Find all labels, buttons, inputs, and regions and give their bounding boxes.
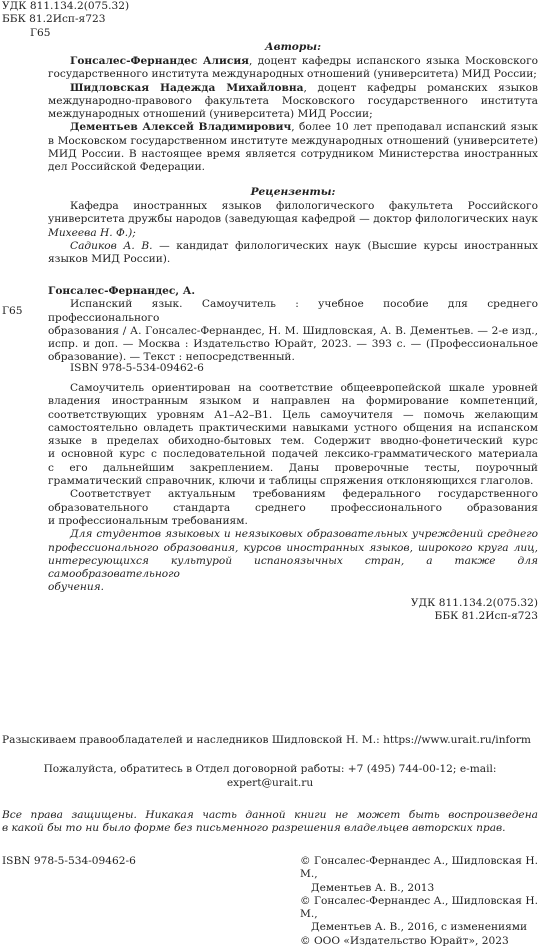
abstract-p1-line-2: владения иностранным языком и направлен на формирование компетенций, <box>48 395 538 408</box>
author-1-line-1: Гонсалес-Фернандес Алисия, доцент кафедры испанского языка Московского <box>70 55 538 67</box>
header-code: Г65 <box>30 27 51 39</box>
biblio-line-4: образование). — Текст : непосредственный. <box>48 351 295 364</box>
abstract-p1-line-6: и основной курс с последовательной подачей лексико-грамматического материала <box>48 448 538 461</box>
reviewers-heading: Рецензенты: <box>250 186 336 198</box>
author-2-line-1: Шидловская Надежда Михайловна, доцент кафедры романских языков <box>70 81 538 94</box>
author-1-line-2: государственного института международных отношений (университета) МИД России; <box>48 68 537 81</box>
reviewer-1-line-2: университета дружбы народов (заведующая кафедрой — доктор филологических наук <box>48 213 538 226</box>
author-1-name: Гонсалес-Фернандес Алисия <box>70 55 250 67</box>
author-3-line-1: Дементьев Алексей Владимирович, более 10 лет преподавал испанский язык <box>70 121 538 134</box>
reviewers-block <box>48 200 538 266</box>
reviewer-2-line-1: Садиков А. В. — кандидат филологических наук (Высшие курсы иностранных <box>70 239 539 252</box>
author-2-line-3: международных отношений (университета) МИД России; <box>48 108 373 121</box>
abstract-p3-line-2: профессионального образования, курсов иностранных языков, широкого круга лиц, <box>48 541 538 554</box>
abstract-udk: УДК 811.134.2(075.32) <box>410 597 538 609</box>
biblio-isbn: ISBN 978-5-534-09462-6 <box>70 362 204 374</box>
contact-line-2: expert@urait.ru <box>226 777 314 789</box>
abstract-block <box>48 382 538 595</box>
author-3-line-2: в Московском государственном институте международных отношений (университете) <box>48 134 538 147</box>
copyright-line-4: Дементьев А. В., 2016, с изменениями <box>311 921 528 934</box>
authors-heading: Авторы: <box>265 41 321 53</box>
abstract-p3-line-3: интересующихся культурой испаноязычных стран, а также для самообразовательного <box>48 554 538 581</box>
author-3-line-4: дел Российской Федерации. <box>48 161 205 174</box>
abstract-p2-line-1: Соответствует актуальным требованиям федерального государственного <box>70 488 538 501</box>
copyright-line-1: © Гонсалес-Фернандес А., Шидловская Н. М., <box>300 855 538 881</box>
footer-isbn: ISBN 978-5-534-09462-6 <box>2 855 136 867</box>
header-udk: УДК 811.134.2(075.32) <box>2 0 130 12</box>
rights-notice <box>2 809 538 836</box>
rights-notice-line-1: Все права защищены. Никакая часть данной книги не может быть воспроизведена <box>2 809 538 821</box>
author-2-line-2: международно-правового факультета Московского государственного института <box>48 94 538 107</box>
abstract-p1-line-3: соответствующих уровням А1–А2–В1. Цель самоучителя — помочь желающим <box>48 408 538 421</box>
copyright-line-3: © Гонсалес-Фернандес А., Шидловская Н. М., <box>300 894 538 921</box>
biblio-line-1: Испанский язык. Самоучитель : учебное пособие для среднего профессионального <box>48 298 538 324</box>
biblio-margin-code: Г65 <box>2 305 23 317</box>
abstract-bbk: ББК 81.2Исп-я723 <box>434 610 538 622</box>
abstract-p3-line-1: Для студентов языковых и неязыковых образовательных учреждений среднего <box>70 528 538 541</box>
abstract-p2-line-2: образовательного стандарта среднего профессионального образования <box>48 501 538 514</box>
reviewer-1-line-1: Кафедра иностранных языков филологического факультета Российского <box>70 200 538 212</box>
authors-block <box>48 55 538 175</box>
abstract-p1-line-7: с его дальнейшим закреплением. Даны проверочные тесты, поурочный <box>48 461 538 474</box>
copyright-block <box>300 855 538 948</box>
author-3-name: Дементьев Алексей Владимирович <box>70 121 292 134</box>
abstract-p3-line-4: обучения. <box>48 581 105 594</box>
rights-notice-line-2: в какой бы то ни было форме без письменного разрешения владельцев авторских прав. <box>2 822 506 835</box>
reviewer-2-line-2: языков МИД России). <box>48 253 171 266</box>
author-3-line-3: МИД России. В настоящее время является сотрудником Министерства иностранных <box>48 148 538 161</box>
abstract-p1-line-8: грамматический справочник, ключи и таблицы спряжения отклоняющихся глаголов. <box>48 475 534 488</box>
biblio-author: Гонсалес-Фернандес, А. <box>48 285 196 297</box>
biblio-line-3: испр. и доп. — Москва : Издательство Юрайт, 2023. — 393 с. — (Профессиональное <box>48 338 538 351</box>
copyright-line-5: © ООО «Издательство Юрайт», 2023 <box>300 934 509 947</box>
reviewer-1-line-3: Михеева Н. Ф.); <box>48 226 136 239</box>
rights-holders-search: Разыскиваем правообладателей и наследников Шидловской Н. М.: https://www.urait.ru/inform <box>2 734 531 746</box>
abstract-p1-line-1: Самоучитель ориентирован на соответствие общеевропейской шкале уровней <box>70 382 538 394</box>
contact-line-1: Пожалуйста, обратитесь в Отдел договорной работы: +7 (495) 744-00-12; e-mail: <box>43 763 497 775</box>
abstract-p2-line-3: и профессиональным требованиям. <box>48 514 248 527</box>
abstract-p1-line-5: языке в пределах обиходно-бытовых тем. Содержит вводно-фонетический курс <box>48 435 538 448</box>
copyright-line-2: Дементьев А. В., 2013 <box>311 881 435 894</box>
biblio-block <box>48 285 538 365</box>
biblio-line-2: образования / А. Гонсалес-Фернандес, Н. М. Шидловская, А. В. Дементьев. — 2-е изд., <box>48 324 538 337</box>
reviewer-2-name: Садиков А. В. <box>70 239 153 252</box>
author-2-name: Шидловская Надежда Михайловна <box>70 81 304 94</box>
abstract-p1-line-4: самостоятельно овладеть практическими навыками устного общения на испанском <box>48 421 538 434</box>
header-bbk: ББК 81.2Исп-я723 <box>2 13 106 25</box>
